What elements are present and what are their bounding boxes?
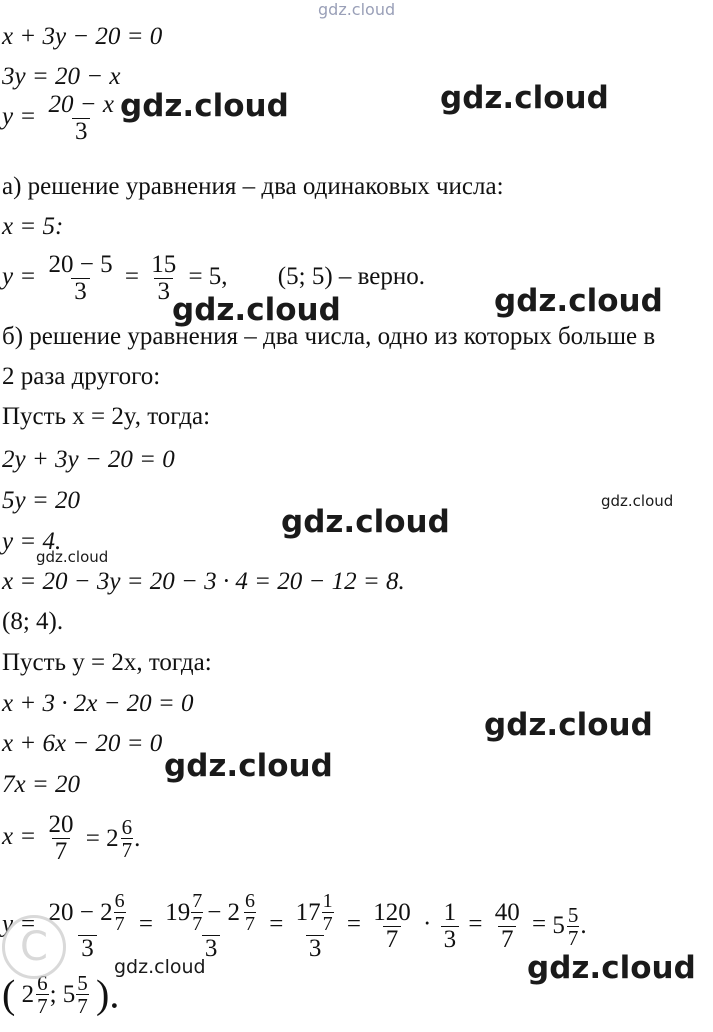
fraction-numerator: 20 − x xyxy=(48,91,114,118)
fraction-denominator: 7 xyxy=(192,913,203,935)
fraction-numerator: 6 xyxy=(121,815,133,839)
part-b-heading-2: 2 раза другого: xyxy=(2,363,161,390)
fraction-numerator xyxy=(293,890,338,935)
part-b-heading-1: б) решение уравнения – два числа, одно из которых больше в xyxy=(2,323,656,350)
fraction xyxy=(162,890,260,962)
b1-line-1: 2y + 3y − 20 = 0 xyxy=(2,446,175,473)
b2-y-line xyxy=(2,890,587,962)
equation-line-2: 3y = 20 − x xyxy=(2,63,121,90)
watermark: gdz.cloud xyxy=(281,504,450,540)
equals: = xyxy=(138,910,153,938)
equals: = xyxy=(124,263,139,291)
fraction-numerator: 6 xyxy=(114,890,125,912)
mixed-number xyxy=(86,816,141,861)
fraction-denominator: 7 xyxy=(498,926,517,953)
multiply-dot: · xyxy=(423,910,432,938)
period: . xyxy=(134,824,141,852)
watermark: gdz.cloud xyxy=(527,950,696,986)
fraction-numerator: 20 xyxy=(48,811,74,838)
mixed-whole: 19 xyxy=(165,898,191,926)
part-b-let-2: Пусть y = 2x, тогда: xyxy=(2,649,212,676)
watermark-top: gdz.cloud xyxy=(318,0,396,19)
b2-line-3: 7x = 20 xyxy=(2,771,80,798)
b2-answer xyxy=(2,972,119,1017)
fraction xyxy=(191,890,203,935)
b1-answer: (8; 4). xyxy=(2,608,64,635)
b1-line-4: x = 20 − 3y = 20 − 3 · 4 = 20 − 12 = 8. xyxy=(2,568,405,595)
fraction-numerator: 40 xyxy=(494,898,520,926)
fraction-numerator: 7 xyxy=(192,890,203,912)
fraction-numerator: 5 xyxy=(567,902,579,927)
b1-line-3: y = 4. xyxy=(2,528,62,555)
fraction-numerator: 6 xyxy=(245,890,256,912)
b2-line-1: x + 3 · 2x − 20 = 0 xyxy=(2,690,194,717)
b2-line-2: x + 6x − 20 = 0 xyxy=(2,730,163,757)
fraction-denominator: 3 xyxy=(306,935,325,962)
a-check: (5; 5) – верно. xyxy=(277,263,426,291)
mixed-number xyxy=(552,904,586,949)
fraction-denominator: 7 xyxy=(52,838,71,865)
fraction-denominator: 7 xyxy=(322,913,333,935)
part-b-let-1: Пусть x = 2y, тогда: xyxy=(2,403,211,430)
fraction-denominator: 7 xyxy=(77,994,88,1018)
fraction-denominator: 7 xyxy=(383,926,402,953)
fraction-denominator: 7 xyxy=(245,913,256,935)
watermark: gdz.cloud xyxy=(601,492,674,510)
mixed-whole: 17 xyxy=(295,898,321,926)
fraction-denominator: 3 xyxy=(71,278,90,305)
period: . xyxy=(580,912,587,939)
watermark: gdz.cloud xyxy=(440,80,609,116)
fraction-numerator: 15 xyxy=(151,251,177,278)
watermark: gdz.cloud xyxy=(120,88,289,124)
open-paren: ( xyxy=(2,971,16,1017)
watermark: gdz.cloud xyxy=(114,956,206,978)
part-a-heading: а) решение уравнения – два одинаковых числа: xyxy=(2,173,504,200)
part-a-x: x = 5: xyxy=(2,213,64,240)
fraction xyxy=(244,890,256,935)
fraction xyxy=(45,812,76,865)
a-y-lhs: y = xyxy=(2,263,37,291)
fraction xyxy=(76,972,89,1017)
fraction-denominator: 3 xyxy=(78,935,97,962)
fraction-denominator: 3 xyxy=(202,935,221,962)
equals: = xyxy=(346,910,362,938)
fraction-numerator: 6 xyxy=(37,971,48,995)
mixed-number xyxy=(296,890,335,935)
a-y-rest: = 5, xyxy=(188,263,228,291)
watermark: gdz.cloud xyxy=(172,292,341,328)
fraction-numerator: 1 xyxy=(322,890,333,912)
b2-y-lhs: y = xyxy=(2,910,37,938)
close-paren: ). xyxy=(96,971,120,1017)
minus-two: − 2 xyxy=(207,898,241,926)
copyright-icon: C xyxy=(2,915,66,979)
fraction-numerator xyxy=(162,890,260,935)
fraction xyxy=(45,92,116,145)
fraction xyxy=(492,900,523,953)
mixed-whole: 5 xyxy=(552,912,565,939)
separator: ; 5 xyxy=(49,980,76,1008)
equals: = xyxy=(531,910,547,938)
fraction xyxy=(441,900,460,953)
fraction xyxy=(322,890,334,935)
fraction-denominator: 3 xyxy=(154,278,173,305)
mixed-whole: = 2 xyxy=(85,824,119,852)
mixed-whole: 2 xyxy=(21,980,35,1008)
fraction-numerator: 120 xyxy=(373,898,411,926)
fraction-denominator: 7 xyxy=(114,913,125,935)
mixed-whole: 20 − 2 xyxy=(48,898,113,926)
b1-line-2: 5y = 20 xyxy=(2,487,80,514)
fraction-denominator: 3 xyxy=(72,118,91,145)
fraction-denominator: 3 xyxy=(441,926,460,953)
fraction xyxy=(293,890,338,962)
mixed-number xyxy=(165,890,257,935)
watermark: gdz.cloud xyxy=(164,748,333,784)
equals: = xyxy=(269,910,284,938)
equation-line-1: x + 3y − 20 = 0 xyxy=(2,23,163,50)
fraction xyxy=(121,816,134,861)
fraction-numerator: 5 xyxy=(77,971,88,995)
fraction xyxy=(114,890,126,935)
fraction-numerator: 20 − 5 xyxy=(48,251,113,278)
watermark: gdz.cloud xyxy=(494,283,663,319)
fraction xyxy=(370,900,414,953)
l3-lhs: y = xyxy=(2,103,37,131)
fraction-numerator: 1 xyxy=(443,898,457,926)
equals: = xyxy=(468,910,483,938)
equation-line-3 xyxy=(2,92,120,145)
watermark: gdz.cloud xyxy=(484,707,653,743)
watermark: gdz.cloud xyxy=(36,548,109,566)
fraction-denominator: 7 xyxy=(37,994,48,1018)
fraction-denominator: 7 xyxy=(567,925,579,950)
fraction xyxy=(45,252,115,305)
fraction-denominator: 7 xyxy=(121,838,133,862)
fraction xyxy=(567,904,580,949)
b2-x-lhs: x = xyxy=(2,823,37,851)
b2-x-line xyxy=(2,812,140,865)
